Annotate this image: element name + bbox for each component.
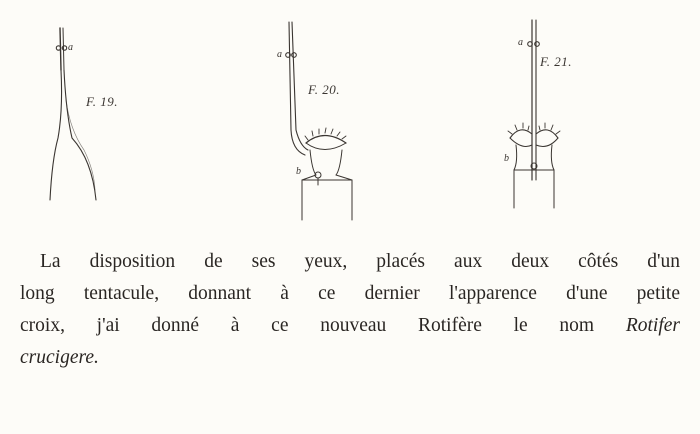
figure-21-mark-b: b	[504, 153, 509, 164]
caption-line-2: long tentacule, donnant à ce dernier l'apparence d'une petite	[20, 283, 680, 304]
species-name-part-1: Rotifer	[625, 315, 680, 336]
figure-21-drawing	[508, 20, 560, 208]
figure-20-mark-b: b	[296, 166, 301, 177]
figure-20-label: F. 20.	[308, 82, 341, 97]
caption-paragraph	[20, 246, 680, 374]
caption-line-3-text: croix, j'ai donné à ce nouveau Rotifère le nom	[20, 315, 595, 336]
caption-line-1: La disposition de ses yeux, placés aux deux côtés d'un	[40, 251, 680, 272]
figure-19-drawing	[50, 28, 96, 200]
caption-line-4	[20, 342, 680, 374]
figure-21-label: F. 21.	[540, 54, 573, 69]
figure-20-mark-a: a	[277, 49, 282, 60]
figure-19-mark-a: a	[68, 42, 73, 53]
figure-20-drawing	[286, 22, 352, 220]
caption-line-3	[20, 310, 680, 342]
species-name-part-2: crucigere.	[20, 347, 99, 368]
figure-19-label: F. 19.	[86, 94, 119, 109]
figure-21-mark-a: a	[518, 37, 523, 48]
